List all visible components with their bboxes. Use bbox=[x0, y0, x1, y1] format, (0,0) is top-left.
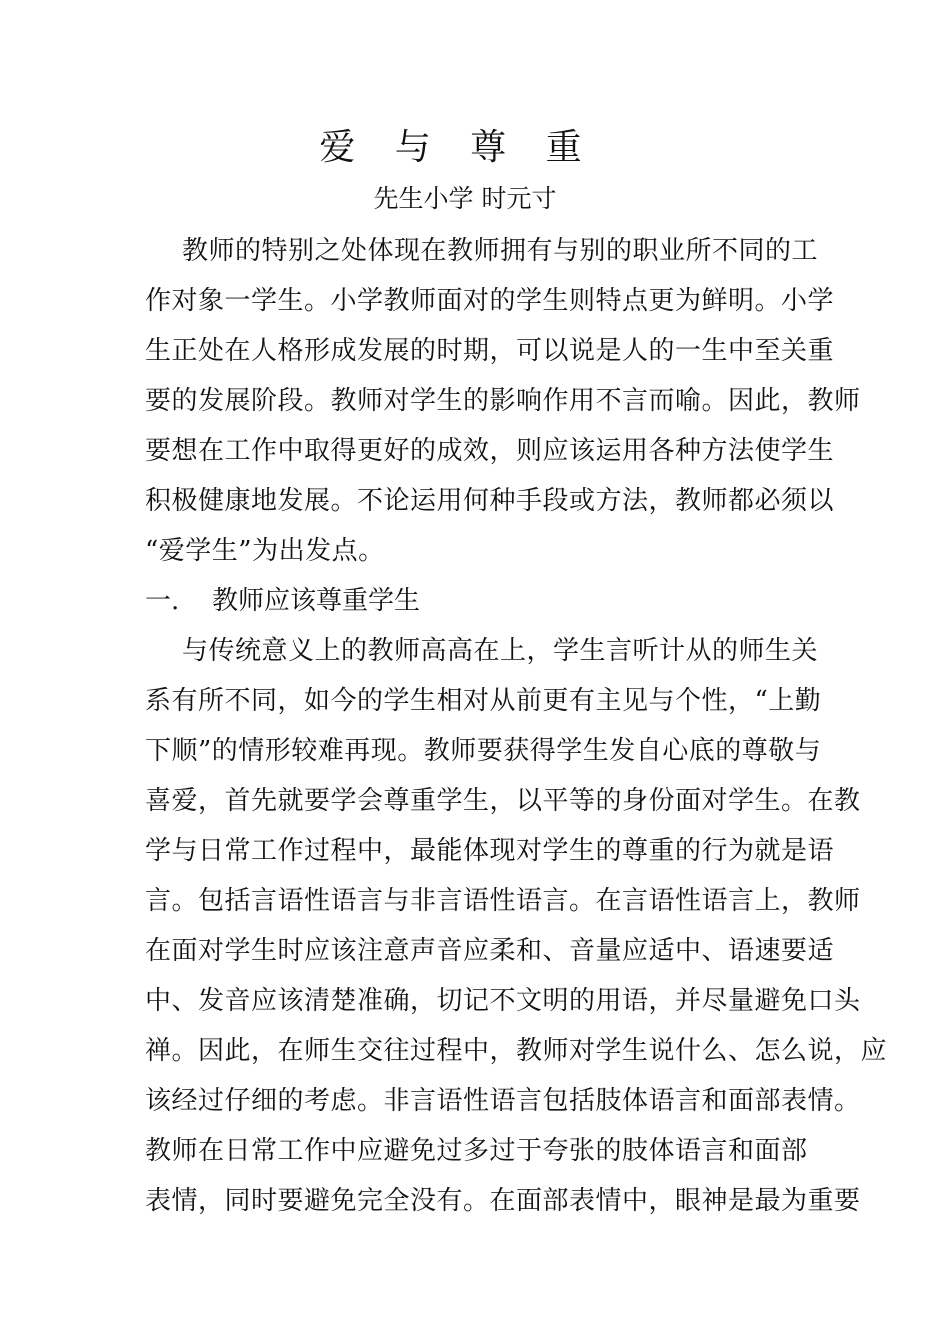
paragraph-line: 要想在工作中取得更好的成效，则应该运用各种方法使学生 bbox=[145, 436, 835, 466]
paragraph-line: 要的发展阶段。教师对学生的影响作用不言而喻。因此，教师 bbox=[145, 386, 861, 416]
document-author: 先生小学 时元寸 bbox=[373, 184, 557, 213]
paragraph-line: 在面对学生时应该注意声音应柔和、音量应适中、语速要适 bbox=[145, 936, 835, 966]
paragraph-line: 表情，同时要避免完全没有。在面部表情中，眼神是最为重要 bbox=[145, 1186, 861, 1216]
paragraph-line: 该经过仔细的考虑。非言语性语言包括肢体语言和面部表情。 bbox=[145, 1086, 861, 1116]
document-title: 爱 与 尊 重 bbox=[319, 127, 596, 168]
paragraph-line: 学与日常工作过程中，最能体现对学生的尊重的行为就是语 bbox=[145, 836, 835, 866]
paragraph-line: 言。包括言语性语言与非言语性语言。在言语性语言上，教师 bbox=[145, 886, 861, 916]
paragraph-line: 积极健康地发展。不论运用何种手段或方法，教师都必须以 bbox=[145, 486, 835, 516]
paragraph-line: 禅。因此，在师生交往过程中，教师对学生说什么、怎么说，应 bbox=[145, 1036, 888, 1066]
paragraph-line: 系有所不同，如今的学生相对从前更有主见与个性，“上勤 bbox=[145, 686, 822, 716]
paragraph-line: 教师的特别之处体现在教师拥有与别的职业所不同的工 bbox=[182, 236, 819, 266]
section-number: 一. bbox=[145, 586, 180, 616]
paragraph-line: 作对象一学生。小学教师面对的学生则特点更为鲜明。小学 bbox=[145, 286, 835, 316]
paragraph-line: 喜爱，首先就要学会尊重学生，以平等的身份面对学生。在教 bbox=[145, 786, 861, 816]
paragraph-line: 教师在日常工作中应避免过多过于夸张的肢体语言和面部 bbox=[145, 1136, 808, 1166]
paragraph-line: 生正处在人格形成发展的时期，可以说是人的一生中至关重 bbox=[145, 336, 835, 366]
paragraph-line: 下顺”的情形较难再现。教师要获得学生发自心底的尊敬与 bbox=[145, 736, 822, 766]
section-heading: 教师应该尊重学生 bbox=[212, 586, 421, 616]
paragraph-line: “爱学生”为出发点。 bbox=[145, 536, 385, 566]
paragraph-line: 与传统意义上的教师高高在上，学生言听计从的师生关 bbox=[182, 636, 819, 666]
paragraph-line: 中、发音应该清楚准确，切记不文明的用语，并尽量避免口头 bbox=[145, 986, 861, 1016]
